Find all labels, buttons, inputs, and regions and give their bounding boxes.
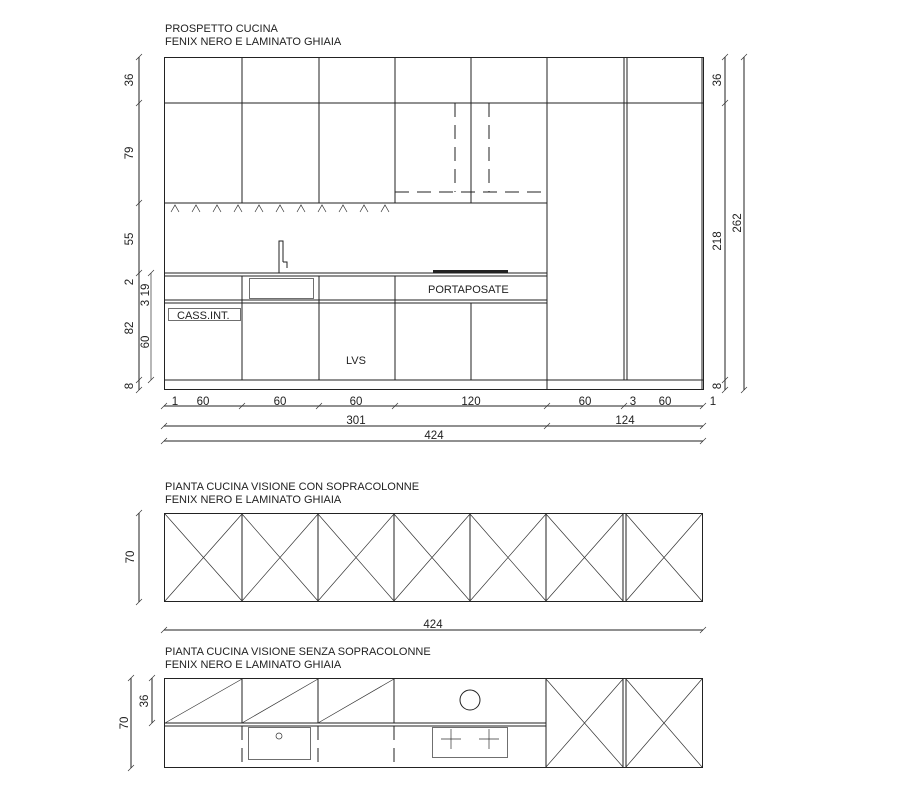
internal-drawer-label: CASS.INT.: [177, 310, 230, 322]
bottom-dimensions: [161, 396, 716, 444]
svg-text:2: 2: [124, 278, 136, 286]
plan1-title: PIANTA CUCINA VISIONE CON SOPRACOLONNE: [165, 481, 420, 493]
svg-text:1: 1: [709, 396, 717, 408]
plan-with-columns: [125, 481, 706, 633]
sink-basin: [250, 279, 314, 299]
svg-text:218: 218: [712, 231, 724, 251]
svg-text:424: 424: [423, 619, 443, 631]
svg-text:60: 60: [140, 335, 152, 349]
plan1-subtitle: FENIX NERO E LAMINATO GHIAIA: [165, 494, 342, 506]
svg-text:124: 124: [615, 415, 635, 427]
cooktop-plan: [433, 728, 508, 758]
svg-text:8: 8: [712, 382, 724, 390]
svg-text:120: 120: [461, 396, 481, 408]
svg-text:3: 3: [629, 396, 637, 408]
plan2-column-crosses: [546, 679, 702, 767]
portaposate-label: PORTAPOSATE: [428, 284, 509, 296]
svg-text:36: 36: [712, 73, 724, 87]
faucet: [279, 241, 287, 273]
left-dimensions: [124, 54, 154, 393]
svg-text:70: 70: [119, 716, 131, 730]
plan2-upper-diagonals: [165, 679, 394, 723]
plan2-subtitle: FENIX NERO E LAMINATO GHIAIA: [165, 659, 342, 671]
svg-text:36: 36: [139, 694, 151, 708]
under-cabinet-lights: [171, 205, 389, 212]
svg-text:36: 36: [124, 73, 136, 87]
elevation-subtitle: FENIX NERO E LAMINATO GHIAIA: [165, 36, 342, 48]
svg-text:70: 70: [125, 550, 137, 564]
svg-text:301: 301: [346, 415, 366, 427]
svg-text:60: 60: [273, 396, 287, 408]
dishwasher-label: LVS: [346, 355, 366, 367]
elevation-outline: [165, 58, 704, 390]
svg-text:8: 8: [124, 382, 136, 390]
plan1-outline: [165, 514, 703, 602]
svg-text:3: 3: [140, 299, 152, 307]
svg-text:60: 60: [578, 396, 592, 408]
svg-text:60: 60: [349, 396, 363, 408]
svg-text:82: 82: [124, 321, 136, 335]
hood-circle: [460, 690, 480, 710]
svg-text:424: 424: [424, 430, 444, 442]
svg-text:79: 79: [124, 146, 136, 160]
svg-text:60: 60: [196, 396, 210, 408]
sink-plan: [249, 728, 311, 760]
plan-without-columns: [119, 646, 703, 771]
plan2-dimensions: [119, 675, 155, 771]
plan1-cabinet-crosses: [165, 514, 702, 601]
svg-text:262: 262: [732, 213, 744, 233]
plan2-title: PIANTA CUCINA VISIONE SENZA SOPRACOLONNE: [165, 646, 431, 658]
svg-text:1: 1: [171, 396, 179, 408]
plan1-dimensions: [125, 510, 706, 633]
cooktop: [433, 270, 508, 273]
elevation-title: PROSPETTO CUCINA: [165, 23, 278, 35]
elevation-view: [124, 23, 747, 444]
svg-text:19: 19: [140, 283, 152, 297]
svg-text:55: 55: [124, 232, 136, 246]
right-dimensions: [712, 54, 747, 393]
svg-text:60: 60: [658, 396, 672, 408]
